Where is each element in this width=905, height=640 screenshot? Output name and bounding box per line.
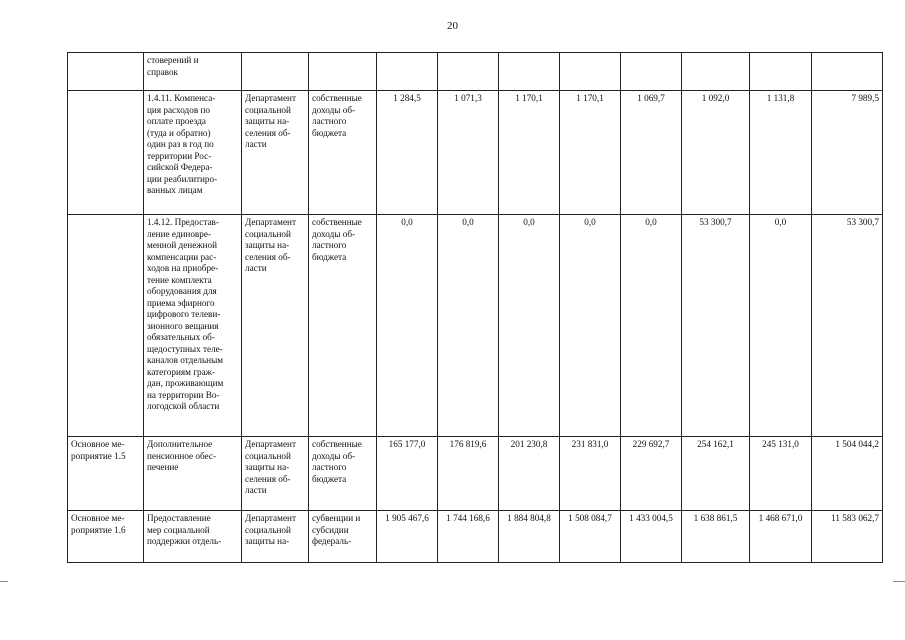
value-cell: 1 433 004,5 <box>621 511 682 563</box>
value-cell: 0,0 <box>377 215 438 437</box>
total-cell: 53 300,7 <box>812 215 883 437</box>
program-cell: Основное ме- роприятие 1.6 <box>68 511 144 563</box>
value-cell: 53 300,7 <box>682 215 750 437</box>
value-cell <box>621 53 682 91</box>
value-cell: 1 131,8 <box>750 91 812 215</box>
executor-cell: Департамент социальной защиты на- селения об- ласти <box>242 91 309 215</box>
source-cell: собственные доходы об- ластного бюджета <box>309 91 377 215</box>
value-cell: 1 744 168,6 <box>438 511 499 563</box>
value-cell: 0,0 <box>621 215 682 437</box>
table-row <box>68 215 883 437</box>
value-cell: 231 831,0 <box>560 437 621 511</box>
right-edge-mark <box>893 581 905 582</box>
measure-cell: Дополнительное пенсионное обес- печение <box>144 437 242 511</box>
value-cell: 1 468 671,0 <box>750 511 812 563</box>
program-cell <box>68 53 144 91</box>
budget-table <box>67 52 883 563</box>
value-cell <box>499 53 560 91</box>
value-cell: 1 284,5 <box>377 91 438 215</box>
executor-cell <box>242 53 309 91</box>
value-cell: 1 884 804,8 <box>499 511 560 563</box>
value-cell: 229 692,7 <box>621 437 682 511</box>
page-number: 20 <box>447 20 458 32</box>
source-cell: собственные доходы об- ластного бюджета <box>309 215 377 437</box>
total-cell: 11 583 062,7 <box>812 511 883 563</box>
value-cell: 0,0 <box>560 215 621 437</box>
value-cell: 1 069,7 <box>621 91 682 215</box>
value-cell <box>750 53 812 91</box>
measure-cell: стоверений и справок <box>144 53 242 91</box>
value-cell: 245 131,0 <box>750 437 812 511</box>
value-cell: 201 230,8 <box>499 437 560 511</box>
executor-cell: Департамент социальной защиты на- <box>242 511 309 563</box>
value-cell <box>438 53 499 91</box>
value-cell <box>377 53 438 91</box>
value-cell <box>560 53 621 91</box>
value-cell: 1 092,0 <box>682 91 750 215</box>
value-cell: 1 071,3 <box>438 91 499 215</box>
value-cell: 0,0 <box>438 215 499 437</box>
program-cell: Основное ме- роприятие 1.5 <box>68 437 144 511</box>
table-row <box>68 53 883 91</box>
program-cell <box>68 91 144 215</box>
total-cell: 7 989,5 <box>812 91 883 215</box>
value-cell <box>682 53 750 91</box>
value-cell: 165 177,0 <box>377 437 438 511</box>
left-edge-mark <box>0 581 8 582</box>
source-cell <box>309 53 377 91</box>
value-cell: 1 638 861,5 <box>682 511 750 563</box>
value-cell: 1 170,1 <box>560 91 621 215</box>
measure-cell: Предоставление мер социальной поддержки отдель- <box>144 511 242 563</box>
table-row <box>68 511 883 563</box>
total-cell: 1 504 044,2 <box>812 437 883 511</box>
value-cell: 1 170,1 <box>499 91 560 215</box>
measure-cell: 1.4.12. Предостав- ление единовре- менной денежной компенсации рас- ходов на приобре- тение комплекта оборудования для приема эфирного цифрового телеви- зионного вещания обязательных об- щедоступных теле- каналов отдельным категориям граж- дан, проживающим на территории Во- логодской области <box>144 215 242 437</box>
total-cell <box>812 53 883 91</box>
source-cell: собственные доходы об- ластного бюджета <box>309 437 377 511</box>
value-cell: 254 162,1 <box>682 437 750 511</box>
measure-cell: 1.4.11. Компенса- ция расходов по оплате проезда (туда и обратно) один раз в год по территории Рос- сийской Федера- ции реабилитиро- ванных лицам <box>144 91 242 215</box>
source-cell: субвенции и субсидии федераль- <box>309 511 377 563</box>
value-cell: 1 905 467,6 <box>377 511 438 563</box>
table-row <box>68 437 883 511</box>
executor-cell: Департамент социальной защиты на- селения об- ласти <box>242 215 309 437</box>
value-cell: 0,0 <box>499 215 560 437</box>
program-cell <box>68 215 144 437</box>
table-row <box>68 91 883 215</box>
value-cell: 176 819,6 <box>438 437 499 511</box>
value-cell: 0,0 <box>750 215 812 437</box>
executor-cell: Департамент социальной защиты на- селения об- ласти <box>242 437 309 511</box>
value-cell: 1 508 084,7 <box>560 511 621 563</box>
